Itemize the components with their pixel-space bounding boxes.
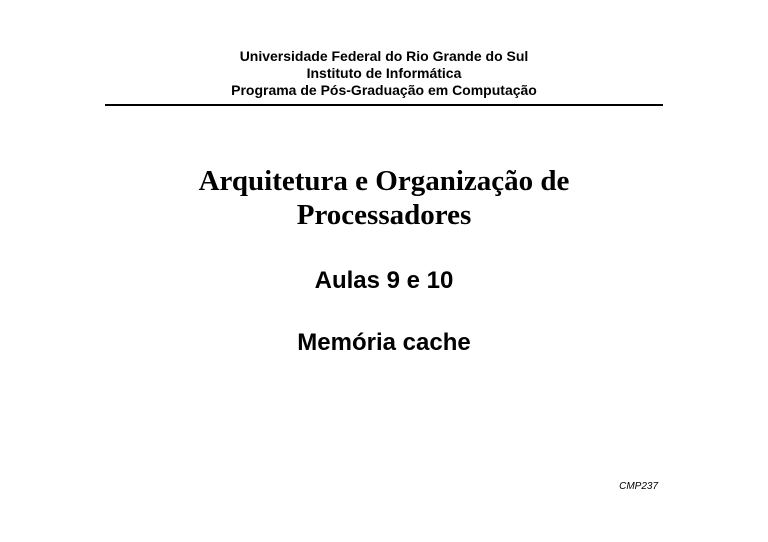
university-name: Universidade Federal do Rio Grande do Sul bbox=[239, 48, 529, 64]
title-line-1: Arquitetura e Organização de bbox=[198, 165, 570, 197]
institution-header bbox=[0, 48, 768, 99]
topic-title: Memória cache bbox=[297, 329, 471, 356]
course-code: CMP237 bbox=[619, 481, 658, 492]
lecture-numbers: Aulas 9 e 10 bbox=[314, 267, 454, 294]
page-title bbox=[0, 164, 768, 232]
title-line-2: Processadores bbox=[296, 199, 472, 231]
header-divider bbox=[105, 104, 663, 106]
institute-name: Instituto de Informática bbox=[306, 65, 462, 81]
program-name: Programa de Pós-Graduação em Computação bbox=[231, 82, 537, 98]
